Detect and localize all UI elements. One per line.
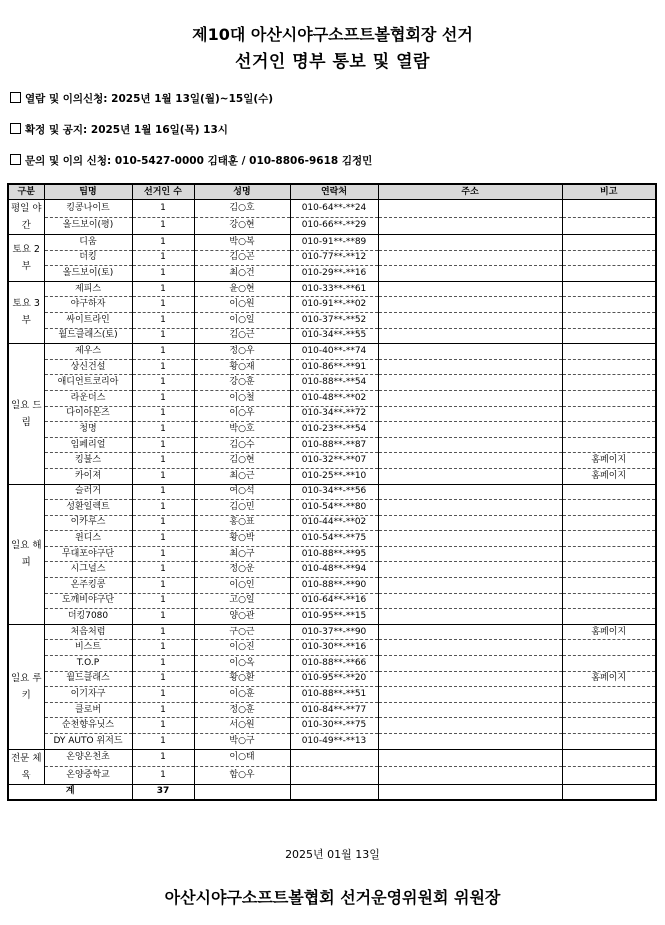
voter-count-cell: 1 bbox=[132, 656, 194, 672]
info-label: 열람 및 이의신청: bbox=[25, 93, 112, 105]
voter-count-cell: 1 bbox=[132, 546, 194, 562]
voter-count-cell: 1 bbox=[132, 609, 194, 625]
phone-number-cell: 010-48**-**94 bbox=[290, 562, 378, 578]
voter-name-cell: 이○원 bbox=[194, 297, 290, 313]
voter-count-cell: 1 bbox=[132, 767, 194, 785]
voter-name-cell: 이○인 bbox=[194, 578, 290, 594]
info-value: 010-5427-0000 김태훈 / 010-8806-9618 김정민 bbox=[114, 155, 373, 167]
table-row bbox=[8, 578, 656, 594]
phone-number-cell: 010-91**-**89 bbox=[290, 235, 378, 251]
phone-number-cell: 010-49**-**13 bbox=[290, 734, 378, 750]
note-cell bbox=[562, 250, 656, 266]
total-count: 37 bbox=[132, 784, 194, 800]
address-cell bbox=[378, 312, 562, 328]
table-row bbox=[8, 640, 656, 656]
category-cell: 일요 루키 bbox=[8, 624, 44, 749]
team-name-cell: 올드보이(토) bbox=[44, 266, 132, 282]
checkbox-icon bbox=[10, 154, 21, 165]
total-row bbox=[8, 784, 656, 800]
voter-count-cell: 1 bbox=[132, 235, 194, 251]
team-name-cell: 제피스 bbox=[44, 281, 132, 297]
team-name-cell: 처음처럼 bbox=[44, 624, 132, 640]
phone-number-cell: 010-88**-**51 bbox=[290, 687, 378, 703]
col-header-voters: 선거인 수 bbox=[132, 184, 194, 200]
document-date: 2025년 01월 13일 bbox=[285, 848, 380, 861]
note-cell bbox=[562, 500, 656, 516]
address-cell bbox=[378, 281, 562, 297]
address-cell bbox=[378, 422, 562, 438]
voter-count-cell: 1 bbox=[132, 593, 194, 609]
address-cell bbox=[378, 406, 562, 422]
phone-number-cell: 010-23**-**54 bbox=[290, 422, 378, 438]
voter-name-cell: 최○구 bbox=[194, 546, 290, 562]
voter-name-cell: 강○훈 bbox=[194, 375, 290, 391]
team-name-cell: 클로버 bbox=[44, 702, 132, 718]
address-cell bbox=[378, 484, 562, 500]
table-row bbox=[8, 200, 656, 218]
team-name-cell: 월드클래스(토) bbox=[44, 328, 132, 344]
address-cell bbox=[378, 562, 562, 578]
info-label: 문의 및 이의 신청: bbox=[25, 155, 115, 167]
phone-number-cell: 010-88**-**90 bbox=[290, 578, 378, 594]
note-cell bbox=[562, 375, 656, 391]
address-cell bbox=[378, 593, 562, 609]
voter-name-cell: 황○재 bbox=[194, 359, 290, 375]
address-cell bbox=[378, 734, 562, 750]
table-row bbox=[8, 656, 656, 672]
voter-name-cell: 박○구 bbox=[194, 734, 290, 750]
category-cell: 평일 야간 bbox=[8, 200, 44, 235]
table-row bbox=[8, 593, 656, 609]
phone-number-cell: 010-33**-**61 bbox=[290, 281, 378, 297]
team-name-cell: 올드보이(평) bbox=[44, 217, 132, 235]
table-row bbox=[8, 406, 656, 422]
address-cell bbox=[378, 468, 562, 484]
table-row bbox=[8, 531, 656, 547]
table-row bbox=[8, 312, 656, 328]
voter-count-cell: 1 bbox=[132, 328, 194, 344]
voter-count-cell: 1 bbox=[132, 375, 194, 391]
voter-count-cell: 1 bbox=[132, 422, 194, 438]
note-cell bbox=[562, 687, 656, 703]
phone-number-cell: 010-66**-**29 bbox=[290, 217, 378, 235]
address-cell bbox=[378, 344, 562, 360]
phone-number-cell: 010-91**-**02 bbox=[290, 297, 378, 313]
info-contact bbox=[10, 153, 372, 168]
address-cell bbox=[378, 767, 562, 785]
phone-number-cell: 010-88**-**54 bbox=[290, 375, 378, 391]
col-header-team: 팀명 bbox=[44, 184, 132, 200]
note-cell bbox=[562, 297, 656, 313]
phone-number-cell: 010-30**-**75 bbox=[290, 718, 378, 734]
voter-name-cell: 김○근 bbox=[194, 328, 290, 344]
address-cell bbox=[378, 297, 562, 313]
signer-title: 아산시야구소프트볼협회 선거운영위원회 위원장 bbox=[164, 888, 501, 907]
team-name-cell: 온양중학교 bbox=[44, 767, 132, 785]
voter-count-cell: 1 bbox=[132, 687, 194, 703]
voter-count-cell: 1 bbox=[132, 406, 194, 422]
info-value: 2025년 1월 16일(목) 13시 bbox=[90, 124, 228, 136]
team-name-cell: 싸이트라인 bbox=[44, 312, 132, 328]
phone-number-cell: 010-34**-**72 bbox=[290, 406, 378, 422]
table-row bbox=[8, 767, 656, 785]
team-name-cell: 슬러거 bbox=[44, 484, 132, 500]
note-cell bbox=[562, 640, 656, 656]
team-name-cell: 비스트 bbox=[44, 640, 132, 656]
address-cell bbox=[378, 656, 562, 672]
team-name-cell: 킹콩나이트 bbox=[44, 200, 132, 218]
team-name-cell: 무대포야구단 bbox=[44, 546, 132, 562]
category-cell: 토요 2부 bbox=[8, 235, 44, 282]
voter-count-cell: 1 bbox=[132, 200, 194, 218]
team-name-cell: 온양온천초 bbox=[44, 749, 132, 767]
note-cell bbox=[562, 390, 656, 406]
table-row bbox=[8, 484, 656, 500]
voter-count-cell: 1 bbox=[132, 640, 194, 656]
category-cell: 일요 드림 bbox=[8, 344, 44, 484]
table-row bbox=[8, 624, 656, 640]
voter-count-cell: 1 bbox=[132, 624, 194, 640]
note-cell bbox=[562, 406, 656, 422]
voter-name-cell: 김○민 bbox=[194, 500, 290, 516]
voter-name-cell: 김○현 bbox=[194, 453, 290, 469]
info-value: 2025년 1월 13일(월)~15일(수) bbox=[111, 93, 274, 105]
category-cell: 일요 해피 bbox=[8, 484, 44, 624]
col-header-phone: 연락처 bbox=[290, 184, 378, 200]
voter-name-cell: 이○진 bbox=[194, 640, 290, 656]
team-name-cell: 시그널스 bbox=[44, 562, 132, 578]
team-name-cell: 다이아몬즈 bbox=[44, 406, 132, 422]
phone-number-cell: 010-37**-**90 bbox=[290, 624, 378, 640]
address-cell bbox=[378, 250, 562, 266]
table-row bbox=[8, 437, 656, 453]
team-name-cell: 월드클래스 bbox=[44, 671, 132, 687]
voter-count-cell: 1 bbox=[132, 734, 194, 750]
address-cell bbox=[378, 390, 562, 406]
voter-count-cell: 1 bbox=[132, 266, 194, 282]
phone-number-cell: 010-32**-**07 bbox=[290, 453, 378, 469]
note-cell bbox=[562, 767, 656, 785]
voter-name-cell: 이○일 bbox=[194, 312, 290, 328]
team-name-cell: 온주킹콩 bbox=[44, 578, 132, 594]
team-name-cell: 이카루스 bbox=[44, 515, 132, 531]
address-cell bbox=[378, 266, 562, 282]
checkbox-icon bbox=[10, 123, 21, 134]
note-cell bbox=[562, 312, 656, 328]
voter-name-cell: 이○옥 bbox=[194, 656, 290, 672]
table-row bbox=[8, 266, 656, 282]
phone-number-cell: 010-44**-**02 bbox=[290, 515, 378, 531]
voter-name-cell: 박○호 bbox=[194, 422, 290, 438]
team-name-cell: 애디언트코리아 bbox=[44, 375, 132, 391]
voter-name-cell: 김○곤 bbox=[194, 250, 290, 266]
total-label: 계 bbox=[8, 784, 132, 800]
note-cell bbox=[562, 235, 656, 251]
phone-number-cell: 010-30**-**16 bbox=[290, 640, 378, 656]
voter-roster-table bbox=[7, 183, 657, 801]
election-title: 제10대 아산시야구소프트볼협회장 선거 bbox=[192, 25, 473, 44]
table-row bbox=[8, 671, 656, 687]
voter-name-cell: 정○우 bbox=[194, 344, 290, 360]
phone-number-cell: 010-88**-**66 bbox=[290, 656, 378, 672]
info-confirmation bbox=[10, 122, 228, 137]
table-row bbox=[8, 328, 656, 344]
phone-number-cell: 010-86**-**91 bbox=[290, 359, 378, 375]
table-row bbox=[8, 359, 656, 375]
voter-count-cell: 1 bbox=[132, 359, 194, 375]
note-cell bbox=[562, 562, 656, 578]
address-cell bbox=[378, 702, 562, 718]
voter-name-cell: 여○석 bbox=[194, 484, 290, 500]
table-row bbox=[8, 344, 656, 360]
phone-number-cell: 010-77**-**12 bbox=[290, 250, 378, 266]
table-row bbox=[8, 281, 656, 297]
note-cell bbox=[562, 344, 656, 360]
note-cell bbox=[562, 266, 656, 282]
col-header-address: 주소 bbox=[378, 184, 562, 200]
address-cell bbox=[378, 640, 562, 656]
team-name-cell: 상신건설 bbox=[44, 359, 132, 375]
phone-number-cell: 010-95**-**20 bbox=[290, 671, 378, 687]
voter-name-cell: 구○근 bbox=[194, 624, 290, 640]
address-cell bbox=[378, 200, 562, 218]
note-cell bbox=[562, 531, 656, 547]
voter-name-cell: 황○박 bbox=[194, 531, 290, 547]
address-cell bbox=[378, 578, 562, 594]
phone-number-cell: 010-64**-**16 bbox=[290, 593, 378, 609]
table-row bbox=[8, 235, 656, 251]
table-row bbox=[8, 375, 656, 391]
voter-name-cell: 윤○현 bbox=[194, 281, 290, 297]
checkbox-icon bbox=[10, 92, 21, 103]
team-name-cell: 성환일렉트 bbox=[44, 500, 132, 516]
note-cell bbox=[562, 422, 656, 438]
address-cell bbox=[378, 671, 562, 687]
voter-count-cell: 1 bbox=[132, 702, 194, 718]
note-cell: 홈페이지 bbox=[562, 468, 656, 484]
col-header-category: 구분 bbox=[8, 184, 44, 200]
voter-count-cell: 1 bbox=[132, 453, 194, 469]
phone-number-cell: 010-88**-**87 bbox=[290, 437, 378, 453]
address-cell bbox=[378, 235, 562, 251]
note-cell bbox=[562, 578, 656, 594]
document-title: 선거인 명부 통보 및 열람 bbox=[235, 52, 430, 72]
address-cell bbox=[378, 624, 562, 640]
phone-number-cell: 010-95**-**15 bbox=[290, 609, 378, 625]
voter-count-cell: 1 bbox=[132, 500, 194, 516]
table-row bbox=[8, 515, 656, 531]
voter-count-cell: 1 bbox=[132, 344, 194, 360]
voter-count-cell: 1 bbox=[132, 250, 194, 266]
voter-name-cell: 황○환 bbox=[194, 671, 290, 687]
address-cell bbox=[378, 515, 562, 531]
voter-count-cell: 1 bbox=[132, 671, 194, 687]
address-cell bbox=[378, 531, 562, 547]
address-cell bbox=[378, 359, 562, 375]
note-cell bbox=[562, 718, 656, 734]
address-cell bbox=[378, 328, 562, 344]
note-cell bbox=[562, 328, 656, 344]
note-cell bbox=[562, 484, 656, 500]
voter-count-cell: 1 bbox=[132, 281, 194, 297]
voter-name-cell: 고○일 bbox=[194, 593, 290, 609]
phone-number-cell: 010-25**-**10 bbox=[290, 468, 378, 484]
table-row bbox=[8, 250, 656, 266]
note-cell bbox=[562, 515, 656, 531]
table-row bbox=[8, 453, 656, 469]
phone-number-cell bbox=[290, 767, 378, 785]
table-row bbox=[8, 718, 656, 734]
info-label: 확정 및 공지: bbox=[25, 124, 91, 136]
voter-name-cell: 이○철 bbox=[194, 390, 290, 406]
col-header-note: 비고 bbox=[562, 184, 656, 200]
voter-count-cell: 1 bbox=[132, 437, 194, 453]
phone-number-cell: 010-40**-**74 bbox=[290, 344, 378, 360]
address-cell bbox=[378, 609, 562, 625]
voter-name-cell: 이○우 bbox=[194, 406, 290, 422]
table-row bbox=[8, 749, 656, 767]
team-name-cell: 제우스 bbox=[44, 344, 132, 360]
voter-name-cell: 최○건 bbox=[194, 266, 290, 282]
table-row bbox=[8, 687, 656, 703]
voter-name-cell: 최○근 bbox=[194, 468, 290, 484]
voter-count-cell: 1 bbox=[132, 531, 194, 547]
voter-name-cell: 정○훈 bbox=[194, 702, 290, 718]
team-name-cell: 청명 bbox=[44, 422, 132, 438]
team-name-cell: 카이져 bbox=[44, 468, 132, 484]
category-cell: 토요 3부 bbox=[8, 281, 44, 343]
voter-name-cell: 이○태 bbox=[194, 749, 290, 767]
address-cell bbox=[378, 500, 562, 516]
voter-count-cell: 1 bbox=[132, 718, 194, 734]
address-cell bbox=[378, 546, 562, 562]
note-cell bbox=[562, 593, 656, 609]
phone-number-cell: 010-88**-**95 bbox=[290, 546, 378, 562]
address-cell bbox=[378, 718, 562, 734]
address-cell bbox=[378, 749, 562, 767]
voter-count-cell: 1 bbox=[132, 468, 194, 484]
team-name-cell: 더킹 bbox=[44, 250, 132, 266]
phone-number-cell bbox=[290, 749, 378, 767]
team-name-cell: 순천향유닛스 bbox=[44, 718, 132, 734]
team-name-cell: 야구하자 bbox=[44, 297, 132, 313]
voter-name-cell: 김○호 bbox=[194, 200, 290, 218]
phone-number-cell: 010-37**-**52 bbox=[290, 312, 378, 328]
note-cell bbox=[562, 217, 656, 235]
table-row bbox=[8, 422, 656, 438]
table-row bbox=[8, 609, 656, 625]
phone-number-cell: 010-29**-**16 bbox=[290, 266, 378, 282]
team-name-cell: 디움 bbox=[44, 235, 132, 251]
address-cell bbox=[378, 687, 562, 703]
phone-number-cell: 010-64**-**24 bbox=[290, 200, 378, 218]
team-name-cell: 임페리얼 bbox=[44, 437, 132, 453]
voter-count-cell: 1 bbox=[132, 390, 194, 406]
phone-number-cell: 010-54**-**75 bbox=[290, 531, 378, 547]
address-cell bbox=[378, 217, 562, 235]
voter-count-cell: 1 bbox=[132, 578, 194, 594]
team-name-cell: 킹불스 bbox=[44, 453, 132, 469]
table-row bbox=[8, 546, 656, 562]
category-cell: 전문 체육 bbox=[8, 749, 44, 784]
note-cell: 홈페이지 bbox=[562, 671, 656, 687]
voter-count-cell: 1 bbox=[132, 515, 194, 531]
voter-name-cell: 정○운 bbox=[194, 562, 290, 578]
note-cell bbox=[562, 437, 656, 453]
team-name-cell: 이기자구 bbox=[44, 687, 132, 703]
voter-count-cell: 1 bbox=[132, 312, 194, 328]
team-name-cell: 더킹7080 bbox=[44, 609, 132, 625]
voter-name-cell: 양○관 bbox=[194, 609, 290, 625]
team-name-cell: DY AUTO 위저드 bbox=[44, 734, 132, 750]
info-inspection-period bbox=[10, 91, 273, 106]
address-cell bbox=[378, 437, 562, 453]
table-row bbox=[8, 217, 656, 235]
voter-count-cell: 1 bbox=[132, 562, 194, 578]
note-cell bbox=[562, 734, 656, 750]
voter-name-cell: 서○원 bbox=[194, 718, 290, 734]
team-name-cell: 도깨비야구단 bbox=[44, 593, 132, 609]
note-cell bbox=[562, 281, 656, 297]
table-row bbox=[8, 390, 656, 406]
note-cell: 홈페이지 bbox=[562, 453, 656, 469]
table-row bbox=[8, 500, 656, 516]
note-cell bbox=[562, 359, 656, 375]
note-cell bbox=[562, 749, 656, 767]
voter-name-cell: 홍○표 bbox=[194, 515, 290, 531]
address-cell bbox=[378, 375, 562, 391]
voter-name-cell: 함○우 bbox=[194, 767, 290, 785]
team-name-cell: 윈디스 bbox=[44, 531, 132, 547]
table-header-row bbox=[8, 184, 656, 200]
voter-name-cell: 강○현 bbox=[194, 217, 290, 235]
note-cell bbox=[562, 546, 656, 562]
col-header-name: 성명 bbox=[194, 184, 290, 200]
team-name-cell: 라운더스 bbox=[44, 390, 132, 406]
voter-name-cell: 이○훈 bbox=[194, 687, 290, 703]
voter-count-cell: 1 bbox=[132, 217, 194, 235]
phone-number-cell: 010-54**-**80 bbox=[290, 500, 378, 516]
team-name-cell: T.O.P bbox=[44, 656, 132, 672]
table-row bbox=[8, 562, 656, 578]
table-row bbox=[8, 297, 656, 313]
note-cell bbox=[562, 609, 656, 625]
phone-number-cell: 010-34**-**56 bbox=[290, 484, 378, 500]
table-row bbox=[8, 468, 656, 484]
table-row bbox=[8, 702, 656, 718]
note-cell bbox=[562, 702, 656, 718]
voter-count-cell: 1 bbox=[132, 484, 194, 500]
voter-count-cell: 1 bbox=[132, 749, 194, 767]
note-cell: 홈페이지 bbox=[562, 624, 656, 640]
note-cell bbox=[562, 656, 656, 672]
voter-count-cell: 1 bbox=[132, 297, 194, 313]
phone-number-cell: 010-84**-**77 bbox=[290, 702, 378, 718]
note-cell bbox=[562, 200, 656, 218]
table-row bbox=[8, 734, 656, 750]
phone-number-cell: 010-34**-**55 bbox=[290, 328, 378, 344]
phone-number-cell: 010-48**-**02 bbox=[290, 390, 378, 406]
voter-name-cell: 김○수 bbox=[194, 437, 290, 453]
table-body bbox=[8, 200, 656, 785]
address-cell bbox=[378, 453, 562, 469]
voter-name-cell: 박○복 bbox=[194, 235, 290, 251]
